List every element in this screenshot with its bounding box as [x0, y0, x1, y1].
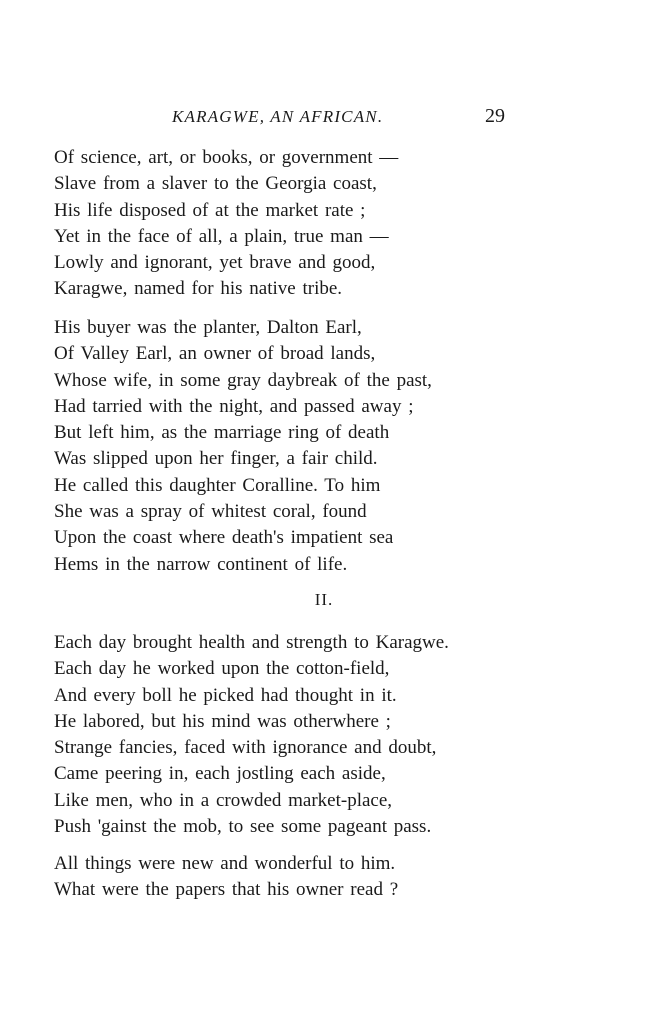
verse-line: Had tarried with the night, and passed away ; [54, 395, 414, 417]
verse-line: Of Valley Earl, an owner of broad lands, [54, 343, 376, 365]
verse-line: Karagwe, named for his native tribe. [54, 278, 343, 300]
verse-line: Yet in the face of all, a plain, true man — [54, 225, 389, 247]
verse-line: Like men, who in a crowded market-place, [54, 789, 393, 811]
verse-line: Each day brought health and strength to Karagwe. [54, 632, 449, 653]
verse-line: Each day he worked upon the cotton-field, [54, 658, 390, 680]
running-head [0, 107, 648, 133]
section-number: II. [314, 590, 334, 609]
verse-line: His life disposed of at the market rate ; [54, 199, 366, 221]
stanza-4 [54, 851, 398, 904]
verse-line: But left him, as the marriage ring of death [54, 422, 390, 444]
verse-line: Slave from a slaver to the Georgia coast, [54, 173, 377, 195]
stanza-2 [54, 315, 432, 578]
verse-line: Whose wife, in some gray daybreak of the past, [54, 369, 432, 391]
verse-line: He labored, but his mind was otherwhere ; [54, 710, 391, 732]
verse-line: She was a spray of whitest coral, found [54, 501, 367, 523]
verse-line: And every boll he picked had thought in it. [54, 684, 397, 706]
verse-line: Was slipped upon her finger, a fair child. [54, 448, 378, 470]
verse-line: All things were new and wonderful to him. [54, 853, 396, 874]
verse-line: What were the papers that his owner read ? [54, 879, 399, 901]
verse-line: Strange fancies, faced with ignorance and doubt, [54, 737, 437, 759]
verse-line: Hems in the narrow continent of life. [54, 553, 348, 575]
verse-line: Push 'gainst the mob, to see some pageant pass. [54, 816, 432, 838]
verse-line: He called this daughter Coralline. To him [54, 474, 381, 496]
verse-line: Lowly and ignorant, yet brave and good, [54, 252, 376, 274]
stanza-1 [54, 145, 398, 303]
verse-line: Came peering in, each jostling each aside, [54, 763, 386, 785]
page-number: 29 [485, 105, 505, 127]
verse-line: His buyer was the planter, Dalton Earl, [54, 317, 362, 338]
running-title: KARAGWE, AN AFRICAN. [172, 107, 384, 126]
verse-line: Upon the coast where death's impatient sea [54, 527, 394, 549]
verse-line: Of science, art, or books, or government — [54, 147, 399, 168]
stanza-3 [54, 630, 449, 840]
